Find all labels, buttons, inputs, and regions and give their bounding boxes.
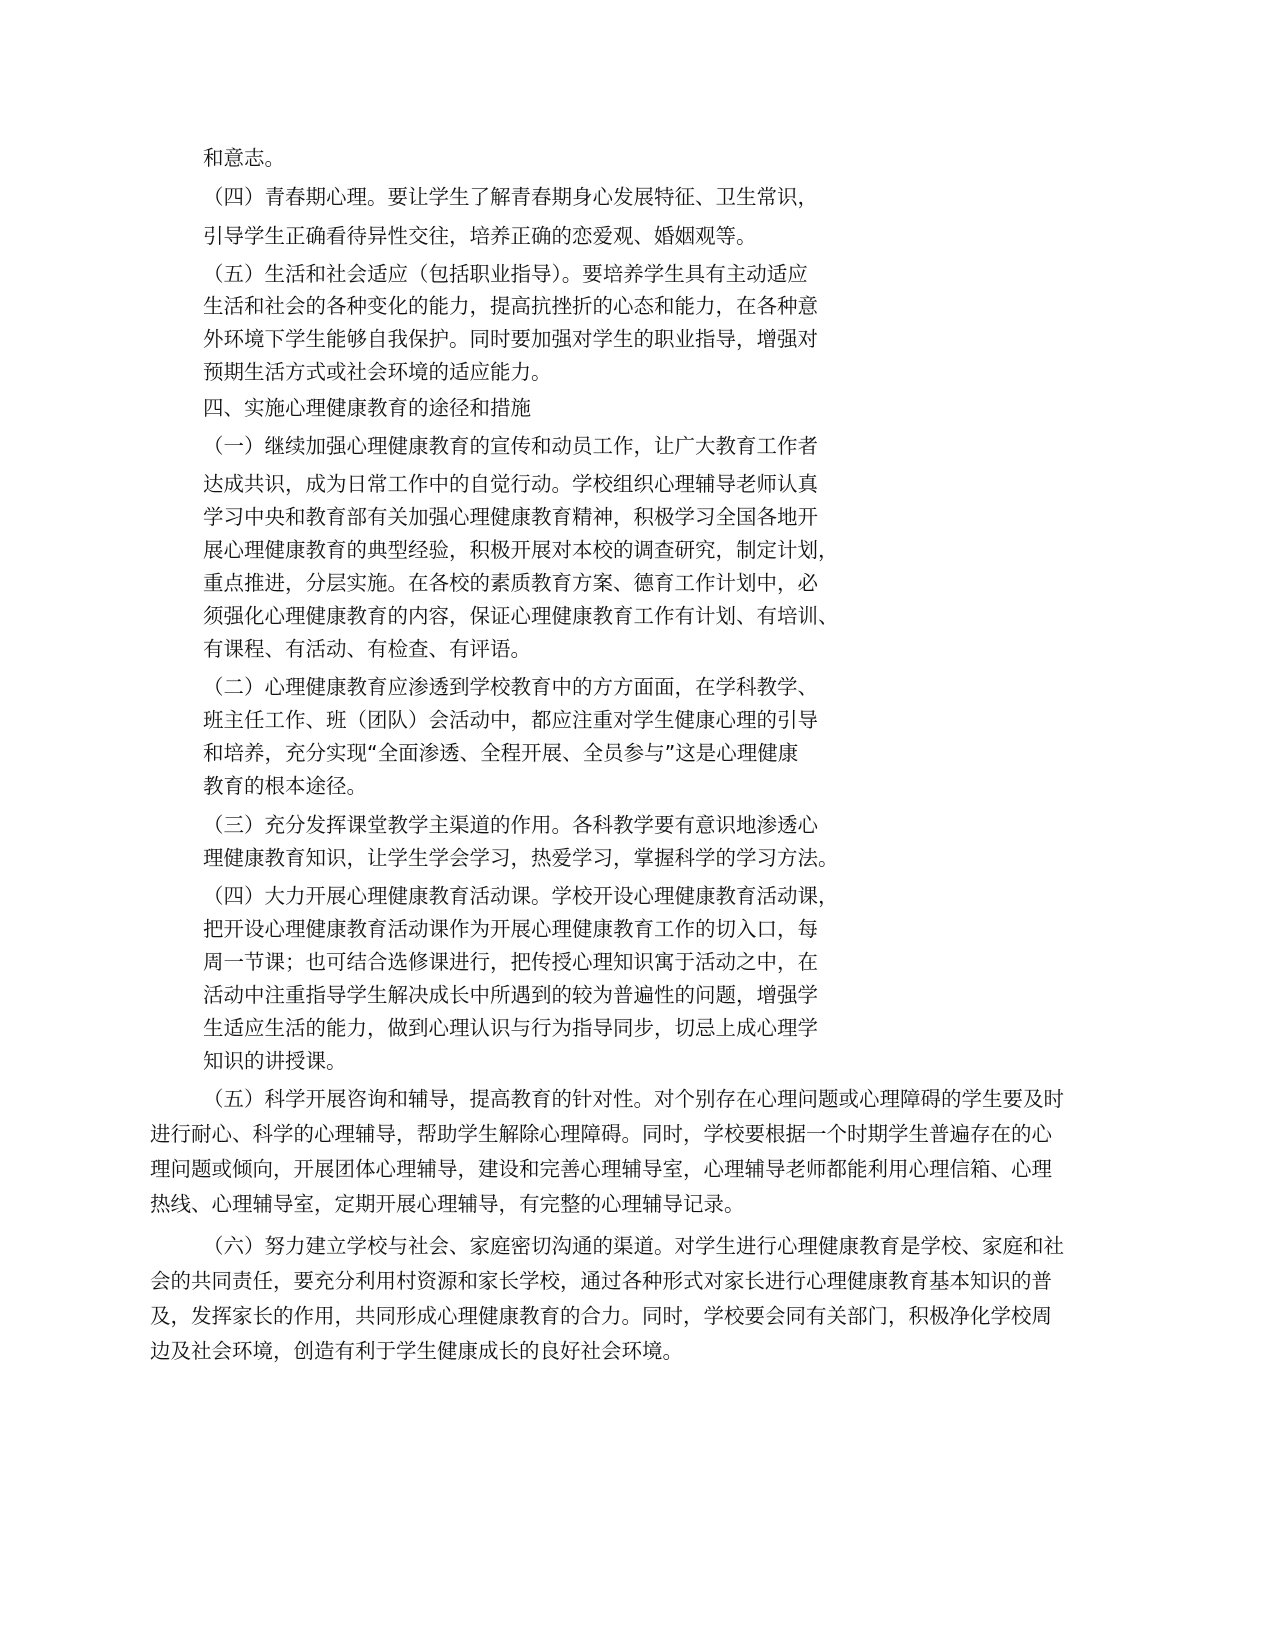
text-line: 和意志。 bbox=[203, 146, 285, 170]
text-line: 生适应生活的能力，做到心理认识与行为指导同步，切忌上成心理学 bbox=[203, 1016, 818, 1040]
text-line: 预期生活方式或社会环境的适应能力。 bbox=[203, 360, 552, 384]
text-line: 重点推进，分层实施。在各校的素质教育方案、德育工作计划中，必 bbox=[203, 571, 818, 595]
text-line: 会的共同责任，要充分利用村资源和家长学校，通过各种形式对家长进行心理健康教育基本知识的普 bbox=[150, 1269, 1052, 1293]
text-line: （六）努力建立学校与社会、家庭密切沟通的渠道。对学生进行心理健康教育是学校、家庭和社 bbox=[203, 1234, 1064, 1258]
text-line: 班主任工作、班（团队）会活动中，都应注重对学生健康心理的引导 bbox=[203, 708, 818, 732]
text-line: （五）生活和社会适应（包括职业指导）。要培养学生具有主动适应 bbox=[203, 262, 808, 286]
text-line: 热线、心理辅导室，定期开展心理辅导，有完整的心理辅导记录。 bbox=[150, 1192, 745, 1216]
text-line: （五）科学开展咨询和辅导，提高教育的针对性。对个别存在心理问题或心理障碍的学生要及时 bbox=[203, 1087, 1064, 1111]
text-line: （一）继续加强心理健康教育的宣传和动员工作，让广大教育工作者 bbox=[203, 434, 818, 458]
text-line: 把开设心理健康教育活动课作为开展心理健康教育工作的切入口，每 bbox=[203, 917, 818, 941]
text-line: 理健康教育知识，让学生学会学习，热爱学习，掌握科学的学习方法。 bbox=[203, 846, 839, 870]
text-line: （四）青春期心理。要让学生了解青春期身心发展特征、卫生常识， bbox=[203, 185, 818, 209]
text-line: 知识的讲授课。 bbox=[203, 1049, 347, 1073]
text-line: 引导学生正确看待异性交往，培养正确的恋爱观、婚姻观等。 bbox=[203, 224, 757, 248]
text-line: 展心理健康教育的典型经验，积极开展对本校的调查研究，制定计划， bbox=[203, 538, 839, 562]
text-line: 理问题或倾向，开展团体心理辅导，建设和完善心理辅导室，心理辅导老师都能利用心理信箱、心理 bbox=[150, 1157, 1052, 1181]
text-line: 活动中注重指导学生解决成长中所遇到的较为普遍性的问题，增强学 bbox=[203, 983, 818, 1007]
text-line: 和培养，充分实现“全面渗透、全程开展、全员参与”这是心理健康 bbox=[203, 741, 799, 765]
text-line: 外环境下学生能够自我保护。同时要加强对学生的职业指导，增强对 bbox=[203, 327, 818, 351]
text-line: 及，发挥家长的作用，共同形成心理健康教育的合力。同时，学校要会同有关部门，积极净化学校周 bbox=[150, 1304, 1052, 1328]
text-line: （三）充分发挥课堂教学主渠道的作用。各科教学要有意识地渗透心 bbox=[203, 813, 818, 837]
text-line: 教育的根本途径。 bbox=[203, 774, 367, 798]
text-line: 边及社会环境，创造有利于学生健康成长的良好社会环境。 bbox=[150, 1339, 683, 1363]
text-line: （二）心理健康教育应渗透到学校教育中的方方面面，在学科教学、 bbox=[203, 675, 818, 699]
text-line: 有课程、有活动、有检查、有评语。 bbox=[203, 637, 531, 661]
text-line: 周一节课；也可结合选修课进行，把传授心理知识寓于活动之中，在 bbox=[203, 950, 818, 974]
text-line: 达成共识，成为日常工作中的自觉行动。学校组织心理辅导老师认真 bbox=[203, 472, 818, 496]
text-line: 生活和社会的各种变化的能力，提高抗挫折的心态和能力，在各种意 bbox=[203, 294, 818, 318]
text-line: 须强化心理健康教育的内容，保证心理健康教育工作有计划、有培训、 bbox=[203, 604, 839, 628]
text-line: （四）大力开展心理健康教育活动课。学校开设心理健康教育活动课， bbox=[203, 884, 839, 908]
section-heading: 四、实施心理健康教育的途径和措施 bbox=[203, 396, 531, 420]
text-line: 学习中央和教育部有关加强心理健康教育精神，积极学习全国各地开 bbox=[203, 505, 818, 529]
text-line: 进行耐心、科学的心理辅导，帮助学生解除心理障碍。同时，学校要根据一个时期学生普遍存在的心 bbox=[150, 1122, 1052, 1146]
